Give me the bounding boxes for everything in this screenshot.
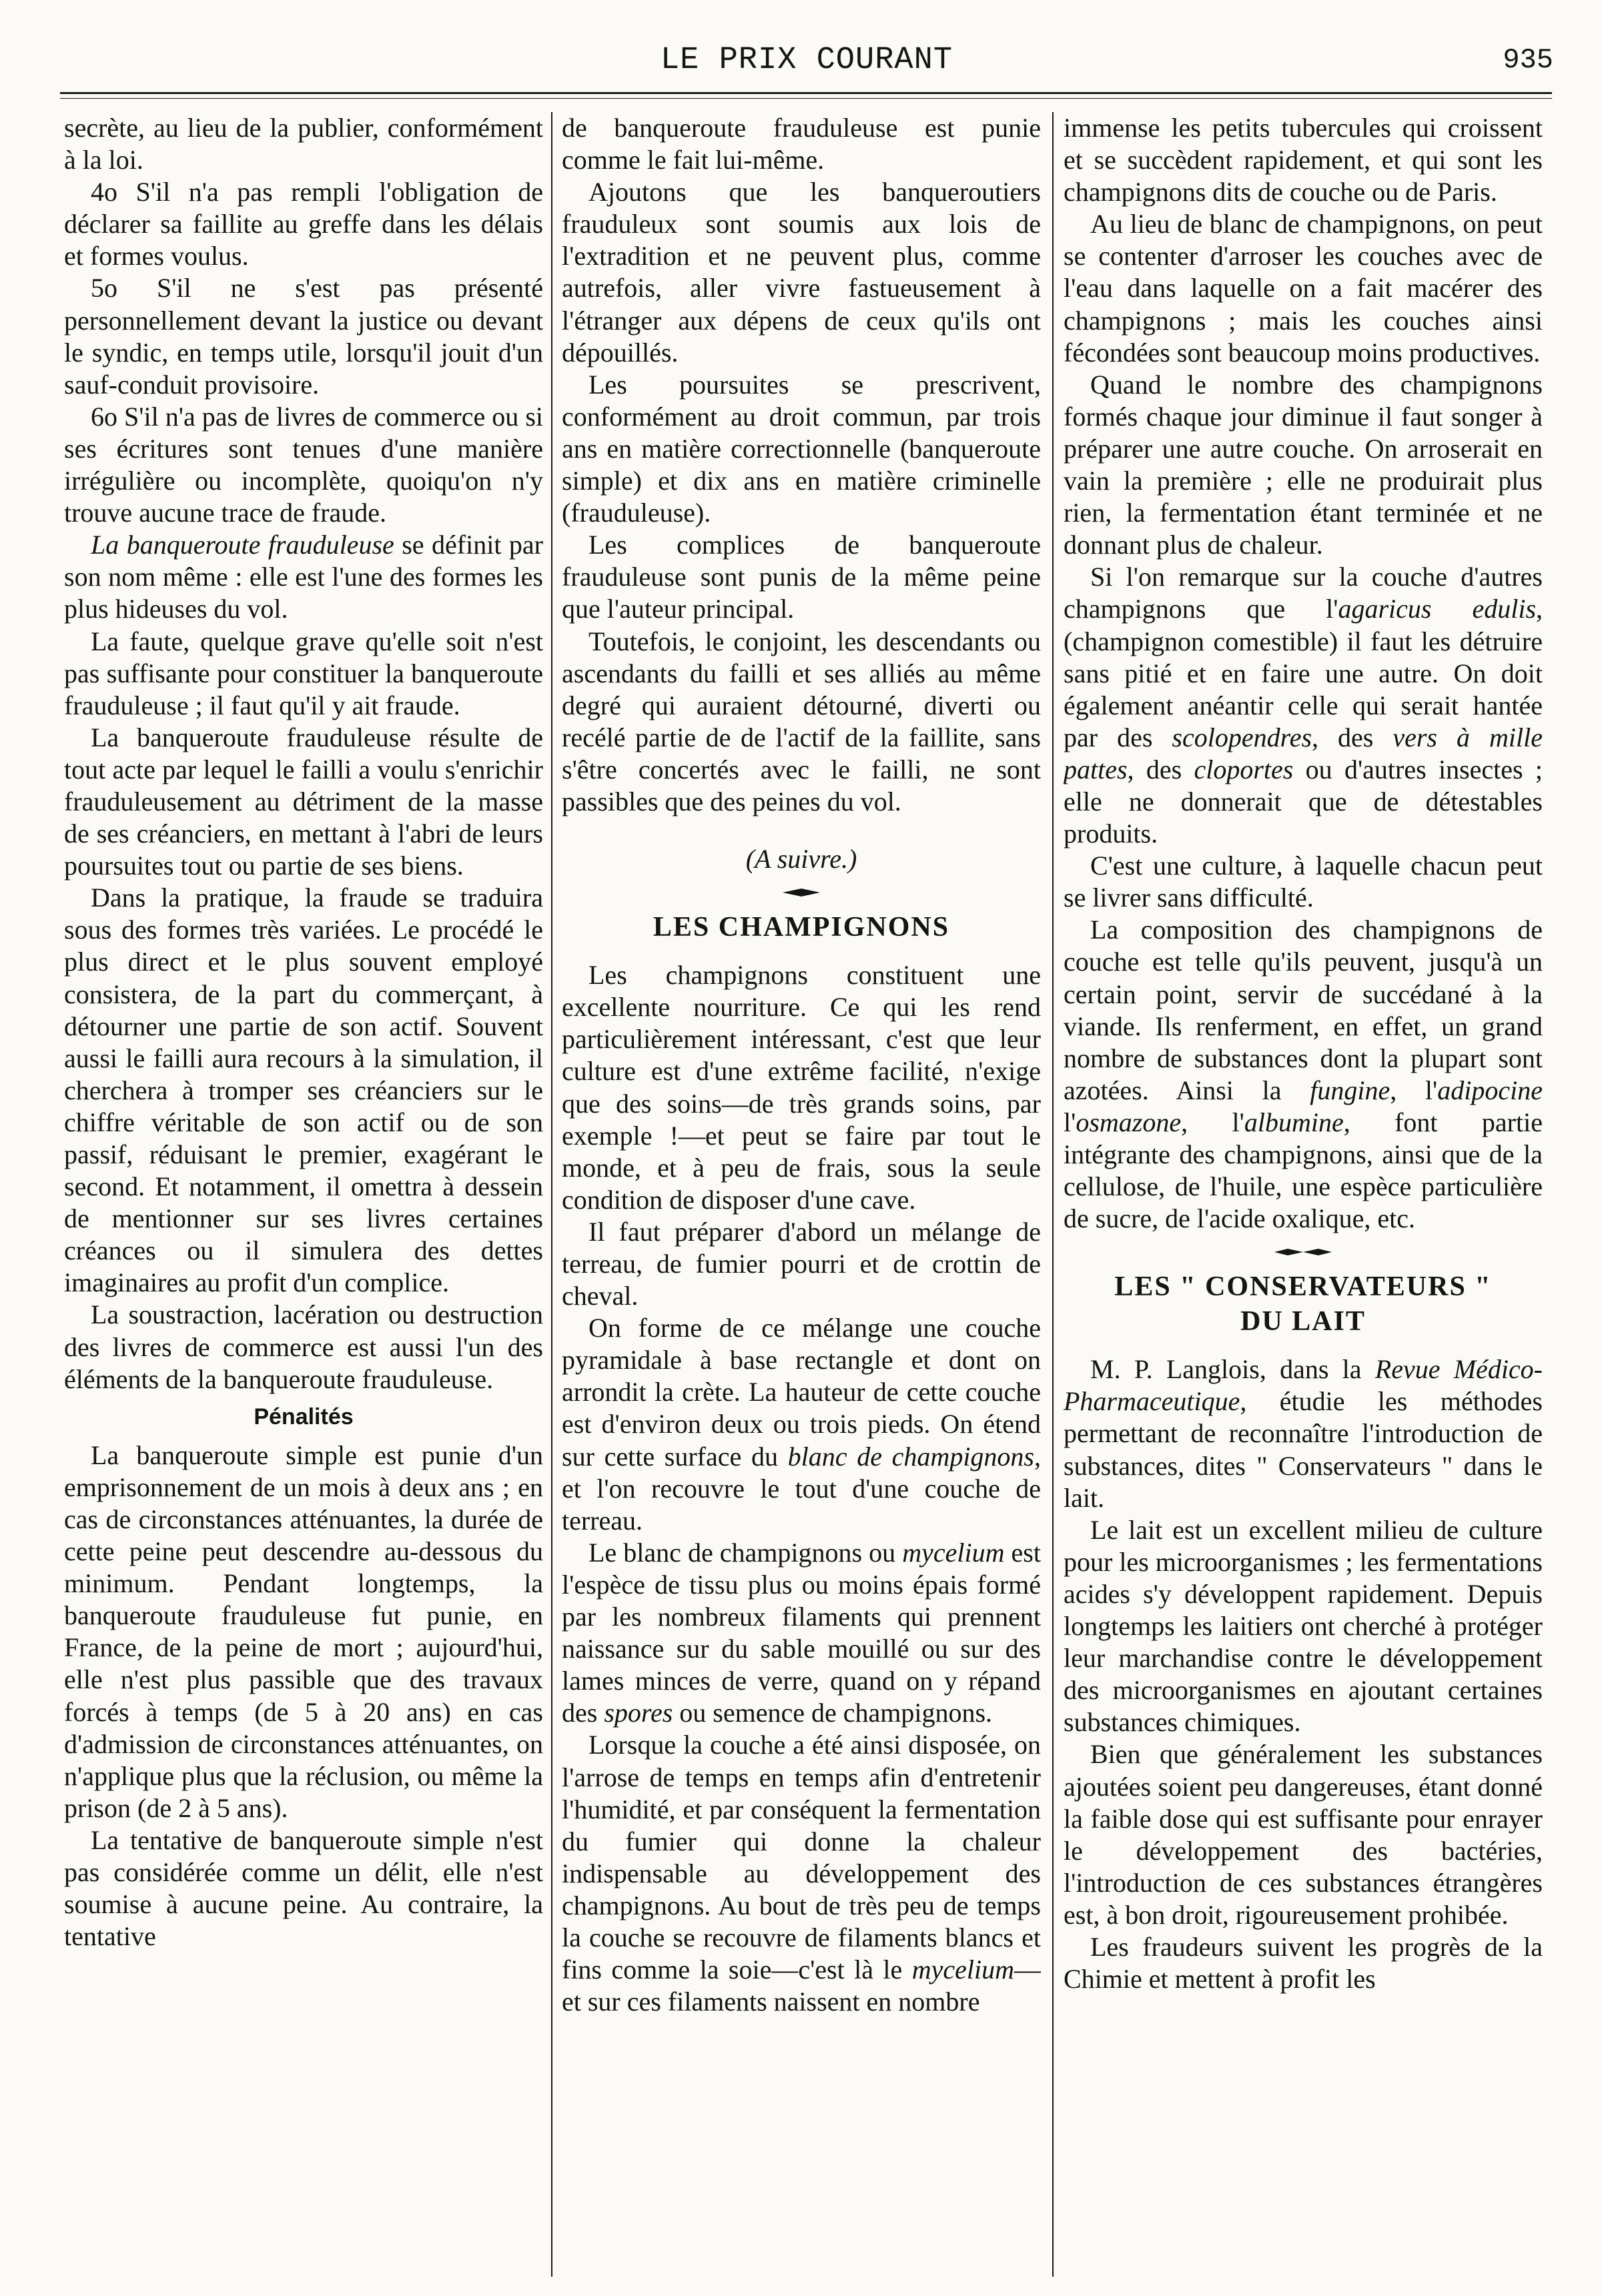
paragraph: Ajoutons que les banqueroutiers frauduleux sont soumis aux lois de l'extradition et ne peuvent plus, comme autrefois, aller vivre fastueusement à l'étranger aux dépens de ceux qu'ils ont dépouillés. — [562, 177, 1041, 368]
paragraph: La tentative de banqueroute simple n'est pas considérée comme un délit, elle n'est soumise à aucune peine. Au contraire, la tentative — [64, 1824, 543, 1952]
section-title-champignons: LES CHAMPIGNONS — [653, 912, 950, 943]
paragraph-text: —et sur ces filaments naissent en nombre — [562, 1954, 1041, 2017]
paragraph-text: se définit par son nom même : elle est l'une des formes les plus hideuses du vol. — [64, 530, 543, 624]
italic-term: blanc de champignons — [787, 1441, 1034, 1472]
paragraph-text: , font partie intégrante des champignons, ainsi que de la cellulose, de l'huile, une espèce particulière de sucre, de l'acide oxalique, etc. — [1064, 1107, 1543, 1234]
ornament-icon — [1273, 1247, 1333, 1257]
paragraph-text: Lorsque la couche a été ainsi disposée, on l'arrose de temps en temps afin d'entretenir l'humidité, et par conséquent la fermentation du fumier qui donne la chaleur indispensable au développement des champignons. Au bout de très peu de temps la couche se recouvre de filaments blancs et fins comme la soie—c'est là le — [562, 1730, 1041, 1985]
ornament-icon — [781, 887, 821, 898]
paragraph-text: , (champignon comestible) il faut les détruire sans pitié et en faire une autre. On doit également anéantir celle qui serait hantée par des — [1064, 594, 1543, 752]
italic-term: spores — [604, 1698, 673, 1728]
paragraph — [1064, 561, 1543, 850]
paragraph-text: , et l'on recouvre le tout d'une couche de terreau. — [562, 1441, 1041, 1536]
paragraph: Il faut préparer d'abord un mélange de terreau, de fumier pourri et de crottin de cheval. — [562, 1216, 1041, 1311]
to-be-continued: (A suivre.) — [745, 844, 857, 875]
italic-term: agaricus edulis — [1338, 594, 1537, 624]
paragraph — [64, 529, 543, 625]
paragraph: La faute, quelque grave qu'elle soit n'est pas suffisante pour constituer la banqueroute frauduleuse ; il faut qu'il y ait fraude. — [64, 626, 543, 720]
paragraph: immense les petits tubercules qui croissent et se succèdent rapidement, et qui sont les champignons dits de couche ou de Paris. — [1064, 113, 1543, 207]
paragraph-text: On forme de ce mélange une couche pyramidale à base rectangle et dont on arrondit la crète. La hauteur de cette couche est d'environ deux ou trois pieds. On étend sur cette surface du — [562, 1313, 1041, 1472]
italic-term: albumine — [1244, 1107, 1344, 1137]
paragraph-text: Le blanc de champignons ou — [588, 1537, 903, 1568]
running-title: LE PRIX COURANT — [660, 43, 953, 78]
column-2 — [562, 112, 1041, 2277]
paragraph: Bien que généralement les substances ajoutées soient peu dangereuses, étant donné la faible dose qui est suffisante pour enrayer le développement des bactéries, l'introduction de ces substances étrangères est, à bon droit, rigoureusement prohibée. — [1064, 1739, 1543, 1930]
page-header — [60, 43, 1553, 83]
paragraph: Les champignons constituent une excellente nourriture. Ce qui les rend particulièrement intéressant, c'est que leur culture est d'une extrême facilité, n'exige que des soins—de très grands soins, par exemple !—et peut se faire par tout le monde, et à peu de frais, sous la seule condition de disposer d'une cave. — [562, 960, 1041, 1215]
paragraph — [562, 1312, 1041, 1537]
italic-term: osmazone — [1076, 1107, 1182, 1137]
section-title-line: DU LAIT — [1240, 1306, 1366, 1337]
italic-term: mycelium — [911, 1954, 1014, 1985]
italic-term: Revue Médico-Pharmaceutique — [1064, 1354, 1543, 1417]
paragraph: 6o S'il n'a pas de livres de commerce ou si ses écritures sont tenues d'une manière irrégulière ou incomplète, quoiqu'on n'y trouve aucune trace de fraude. — [64, 401, 543, 528]
column-divider-2 — [1052, 112, 1054, 2277]
paragraph — [1064, 914, 1543, 1235]
paragraph: de banqueroute frauduleuse est punie comme le fait lui-même. — [562, 113, 1041, 175]
paragraph: 5o S'il ne s'est pas présenté personnellement devant la justice ou devant le syndic, en temps utile, lorsqu'il jouit d'un sauf-conduit provisoire. — [64, 273, 543, 400]
paragraph-text: Si l'on remarque sur la couche d'autres champignons que l' — [1064, 562, 1543, 624]
paragraph — [1064, 1353, 1543, 1514]
paragraph-text: ou d'autres insectes ; elle ne donnerait que de détestables produits. — [1064, 754, 1543, 849]
italic-term: fungine — [1310, 1075, 1390, 1105]
paragraph-text: La composition des champignons de couche est telle qu'ils peuvent, jusqu'à un certain point, servir de succédané à la viande. Ils renferment, en effet, un grand nombre de substances dont la plupart sont azotées. Ainsi la — [1064, 915, 1543, 1105]
paragraph: Au lieu de blanc de champignons, on peut se contenter d'arroser les couches avec de l'eau dans laquelle on a fait macérer des champignons ; mais les couches ainsi fécondées sont beaucoup moins productives. — [1064, 209, 1543, 368]
paragraph: Toutefois, le conjoint, les descendants ou ascendants du failli et ses alliés au même degré qui auraient détourné, diverti ou recélé partie de de l'actif de la faillite, sans s'être concertés avec le failli, ne sont passibles que des peines du vol. — [562, 626, 1041, 816]
italic-term: La banqueroute frauduleuse — [91, 530, 394, 560]
italic-term: cloportes — [1194, 754, 1294, 784]
section-title-conservateurs — [1064, 1269, 1543, 1339]
paragraph: secrète, au lieu de la publier, conformément à la loi. — [64, 113, 543, 175]
paragraph-text: est l'espèce de tissu plus ou moins épais formé par les nombreux filaments qui prennent naissance sur du sable mouillé ou sur des lames minces de verre, quand on y répand des — [562, 1537, 1041, 1728]
italic-term: vers à mille pattes — [1064, 722, 1543, 784]
section-title-line: LES " CONSERVATEURS " — [1114, 1271, 1492, 1303]
paragraph-text: l' — [1064, 1107, 1076, 1137]
paragraph-text: , des — [1312, 722, 1393, 752]
column-3 — [1064, 112, 1543, 2277]
column-1 — [64, 112, 543, 2277]
paragraph: Les poursuites se prescrivent, conformément au droit commun, par trois ans en matière correctionnelle (banqueroute simple) et dix ans en matière criminelle (frauduleuse). — [562, 369, 1041, 528]
paragraph — [562, 1729, 1041, 2018]
italic-term: mycelium — [902, 1537, 1005, 1568]
paragraph: La soustraction, lacération ou destruction des livres de commerce est aussi l'un des éléments de la banqueroute frauduleuse. — [64, 1299, 543, 1394]
italic-term: adipocine — [1437, 1075, 1543, 1105]
paragraph: Le lait est un excellent milieu de culture pour les microorganismes ; les fermentations acides s'y développent rapidement. Depuis longtemps les laitiers ont cherché à protéger leur marchandise contre le développement des microorganismes en ajoutant certaines substances chimiques. — [1064, 1514, 1543, 1738]
paragraph: C'est une culture, à laquelle chacun peut se livrer sans difficulté. — [1064, 850, 1543, 913]
subheading-penalites: Pénalités — [254, 1403, 354, 1429]
paragraph: La banqueroute simple est punie d'un emprisonnement de un mois à deux ans ; en cas de circonstances atténuantes, la durée de cette peine peut descendre au-dessous du minimum. Pendant longtemps, la banqueroute frauduleuse fut punie, en France, de la peine de mort ; aujourd'hui, elle n'est plus passible que des travaux forcés à temps (de 5 à 20 ans) en cas d'admission de circonstances atténuantes, on n'applique plus que la réclusion, ou même la prison (de 2 à 5 ans). — [64, 1440, 543, 1823]
paragraph: Les complices de banqueroute frauduleuse sont punis de la même peine que l'auteur principal. — [562, 530, 1041, 624]
paragraph-text: , l' — [1390, 1075, 1438, 1105]
paragraph-text: , des — [1127, 754, 1194, 784]
header-rule-thin — [60, 98, 1552, 99]
paragraph: La banqueroute frauduleuse résulte de tout acte par lequel le failli a voulu s'enrichir frauduleusement au détriment de la masse de ses créanciers, en mettant à l'abri de leurs poursuites tout ou partie de ses biens. — [64, 722, 543, 881]
paragraph: Les fraudeurs suivent les progrès de la Chimie et mettent à profit les — [1064, 1931, 1543, 1994]
page-number: 935 — [1503, 44, 1553, 76]
paragraph-text: ou semence de champignons. — [673, 1698, 993, 1728]
paragraph: Dans la pratique, la fraude se traduira sous des formes très variées. Le procédé le plus direct et le plus souvent employé consistera, de la part du commerçant, à détourner une partie de son actif. Souvent aussi le failli aura recours à la simulation, il cherchera à tromper ses créanciers sur le chiffre véritable de son actif ou de son passif, réduisant le premier, exagérant le second. Et notamment, il omettra à dessein de mentionner sur ses livres certaines créances ou il simulera des dettes imaginaires au profit d'un complice. — [64, 883, 543, 1298]
italic-term: scolopendres — [1172, 722, 1312, 752]
column-divider-1 — [551, 112, 552, 2277]
paragraph: Quand le nombre des champignons formés chaque jour diminue il faut songer à préparer une autre couche. On arroserait en vain la première ; elle ne produirait plus rien, la fermentation étant terminée et ne donnant plus de chaleur. — [1064, 369, 1543, 560]
paragraph: 4o S'il n'a pas rempli l'obligation de déclarer sa faillite au greffe dans les délais et formes voulus. — [64, 177, 543, 271]
paragraph-text: , l' — [1181, 1107, 1244, 1137]
paragraph-text: M. P. Langlois, dans la — [1090, 1354, 1375, 1385]
paragraph-text: , étudie les méthodes permettant de reconnaître l'introduction de substances, dites " Conservateurs " dans le lait. — [1064, 1386, 1543, 1513]
header-rule — [60, 92, 1552, 94]
paragraph — [562, 1537, 1041, 1730]
